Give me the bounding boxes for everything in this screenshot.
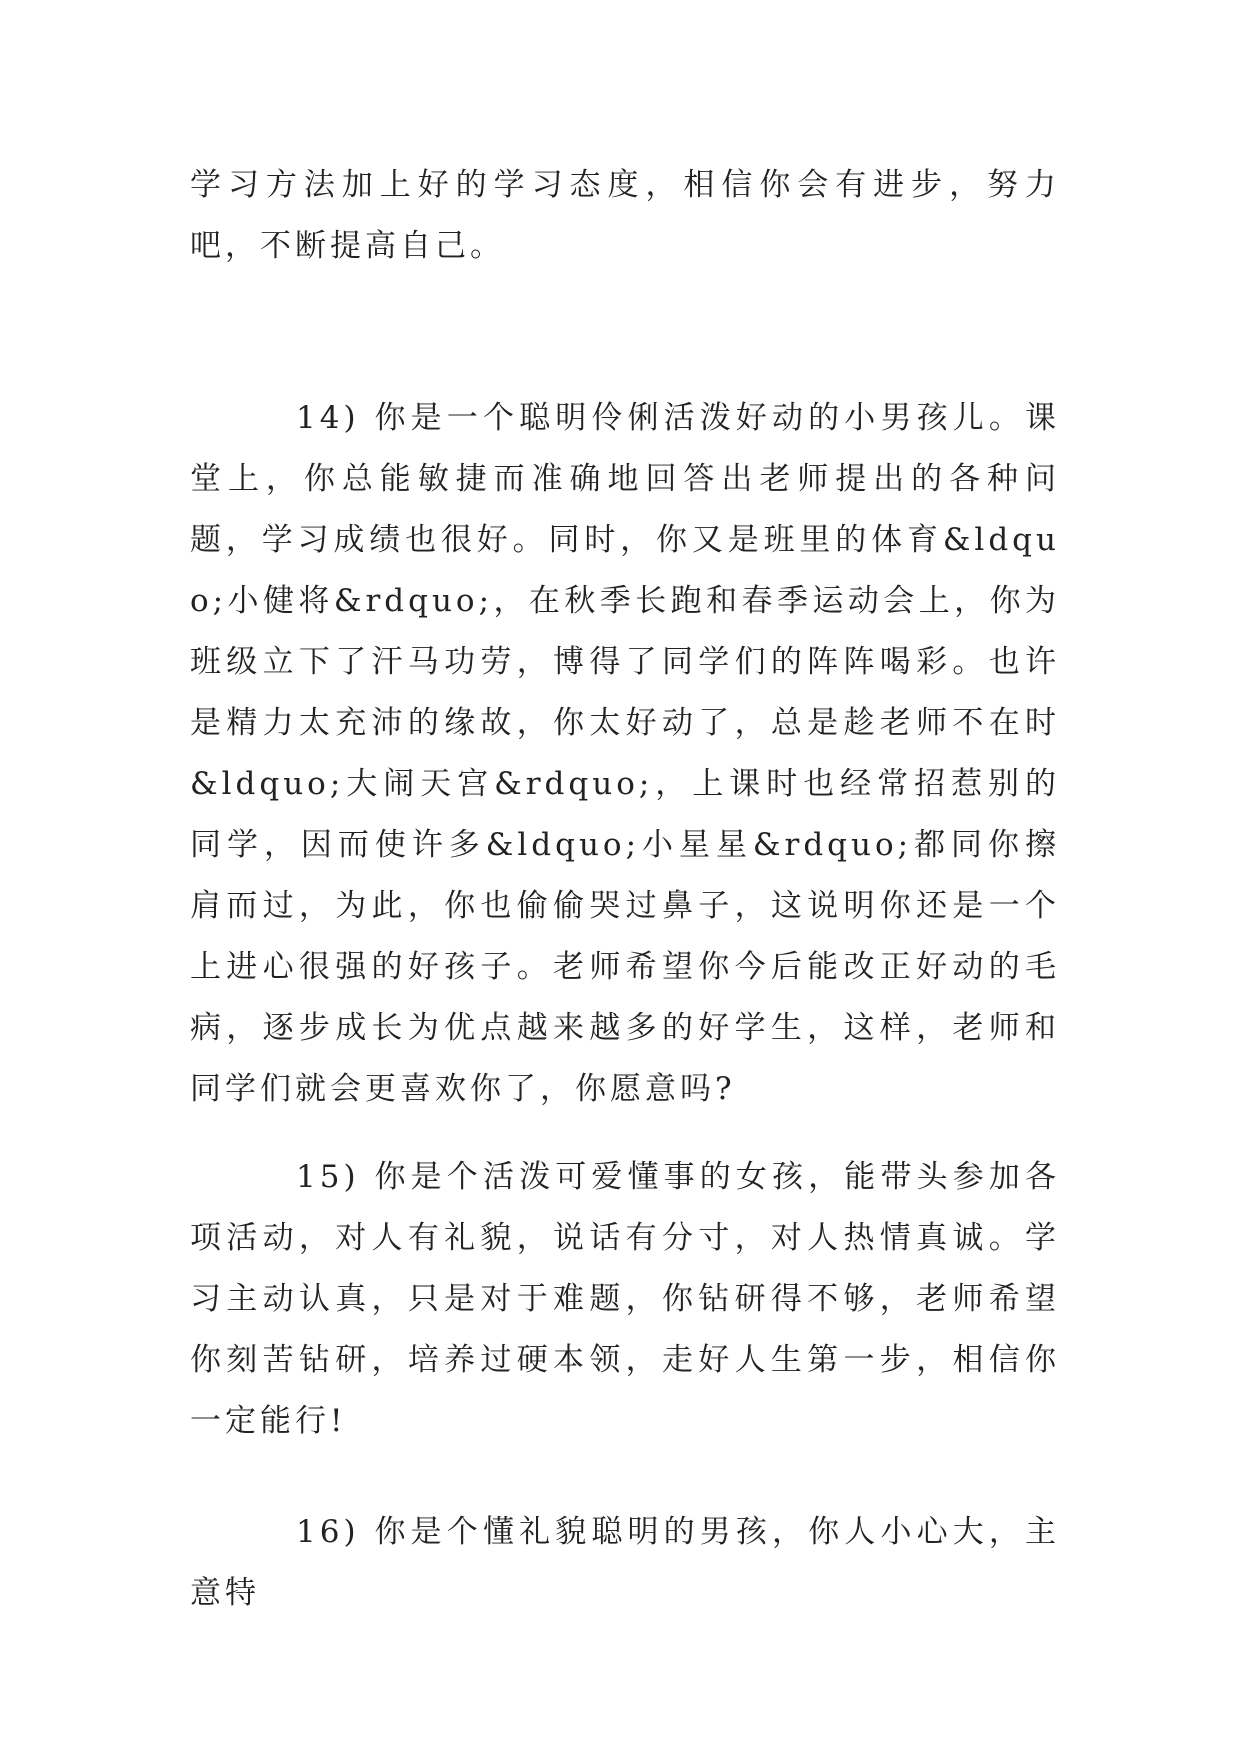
paragraph-13-continuation: 学习方法加上好的学习态度，相信你会有进步，努力吧，不断提高自己。 [190,167,1060,264]
paragraph-16: 16) 你是个懂礼貌聪明的男孩，你人小心大，主意特 [190,1514,1060,1611]
paragraph-15: 15) 你是个活泼可爱懂事的女孩，能带头参加各项活动，对人有礼貌，说话有分寸，对人热情真诚。学习主动认真，只是对于难题，你钻研得不够，老师希望你刻苦钻研，培养过硬本领，走好人生第一步，相信你一定能行! [190,1159,1060,1439]
paragraph-14: 14) 你是一个聪明伶俐活泼好动的小男孩儿。课堂上，你总能敏捷而准确地回答出老师提出的各种问题，学习成绩也很好。同时，你又是班里的体育&ldquo;小健将&rdquo;，在秋季长跑和春季运动会上，你为班级立下了汗马功劳，博得了同学们的阵阵喝彩。也许是精力太充沛的缘故，你太好动了，总是趁老师不在时&ldquo;大闹天宫&rdquo;，上课时也经常招惹别的同学，因而使许多&ldquo;小星星&rdquo;都同你擦肩而过，为此，你也偷偷哭过鼻子，这说明你还是一个上进心很强的好孩子。老师希望你今后能改正好动的毛病，逐步成长为优点越来越多的好学生，这样，老师和同学们就会更喜欢你了，你愿意吗? [190,400,1060,1107]
